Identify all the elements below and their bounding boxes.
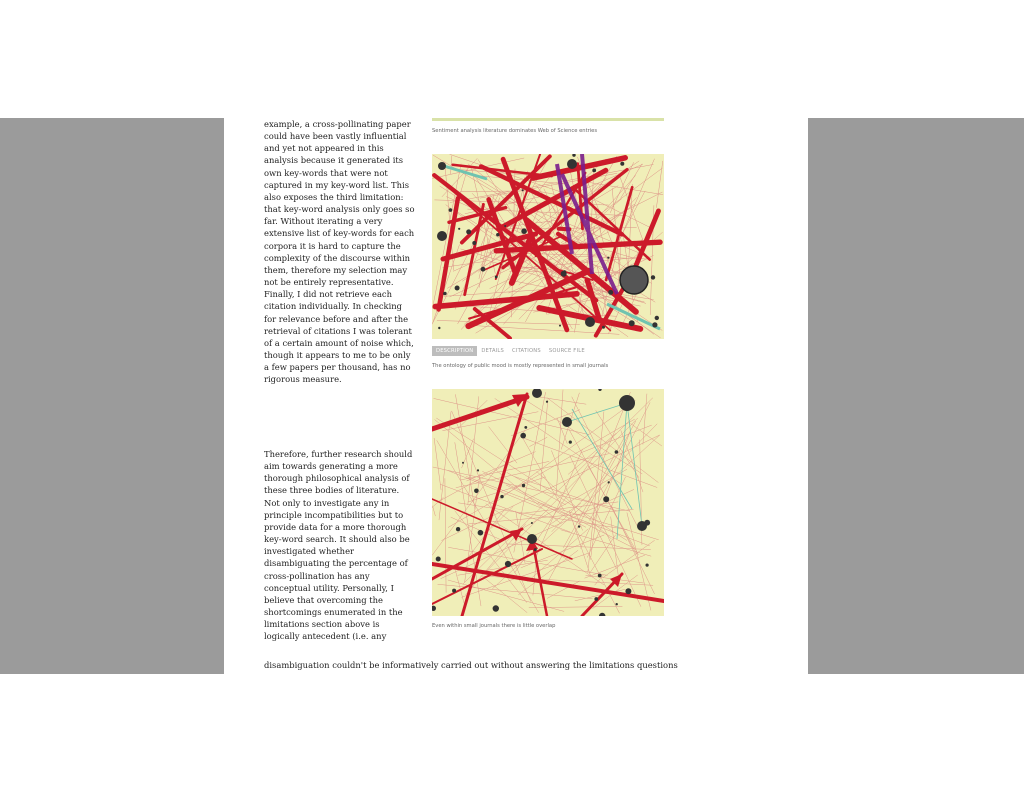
document-page	[224, 118, 808, 674]
figure-tab-bar	[432, 346, 664, 356]
tab-source-file[interactable]: SOURCE FILE	[548, 348, 585, 354]
figure-top-rule	[432, 118, 664, 121]
right-gray-panel	[808, 118, 1024, 674]
paragraph-final-line: disambiguation couldn't be informatively carried out without answering the limitations questions	[264, 660, 678, 670]
tab-description[interactable]: DESCRIPTION	[432, 346, 477, 356]
network-graph-bottom	[432, 389, 664, 616]
figure-caption-top: Sentiment analysis literature dominates Web of Science entries	[432, 128, 598, 134]
paragraph-further-research: Therefore, further research should aim towards generating a more thorough philosophical analysis of these three bodies of literature. Not only to investigate any in principle incompatibilities but to provide data for a more thorough key-word search. It should also be investigated whether disambiguating the percentage of cross-pollination has any conceptual utility. Personally, I believe that overcoming the shortcomings enumerated in the limitations section above is logically antecedent (i.e. any	[264, 449, 413, 642]
left-gray-panel	[0, 118, 224, 674]
figure-caption-middle: The ontology of public mood is mostly represented in small journals	[432, 363, 609, 369]
tab-citations[interactable]: CITATIONS	[512, 348, 541, 354]
network-graph-top	[432, 154, 664, 339]
paragraph-limitations: example, a cross-pollinating paper could have been vastly influential and yet not appeared in this analysis because it generated its own key-words that were not captured in my key-word list. This also exposes the third limitation: that key-word analysis only goes so far. Without iterating a very extensive list of key-words for each corpora it is hard to capture the complexity of the discourse within them, therefore my selection may not be entirely representative. Finally, I did not retrieve each citation individually. In checking for relevance before and after the retrieval of citations I was tolerant of a certain amount of noise which, though it appears to me to be only a few papers per thousand, has no rigorous measure.	[264, 119, 415, 385]
tab-details[interactable]: DETAILS	[481, 348, 505, 354]
figure-caption-bottom: Even within small journals there is little overlap	[432, 623, 556, 629]
